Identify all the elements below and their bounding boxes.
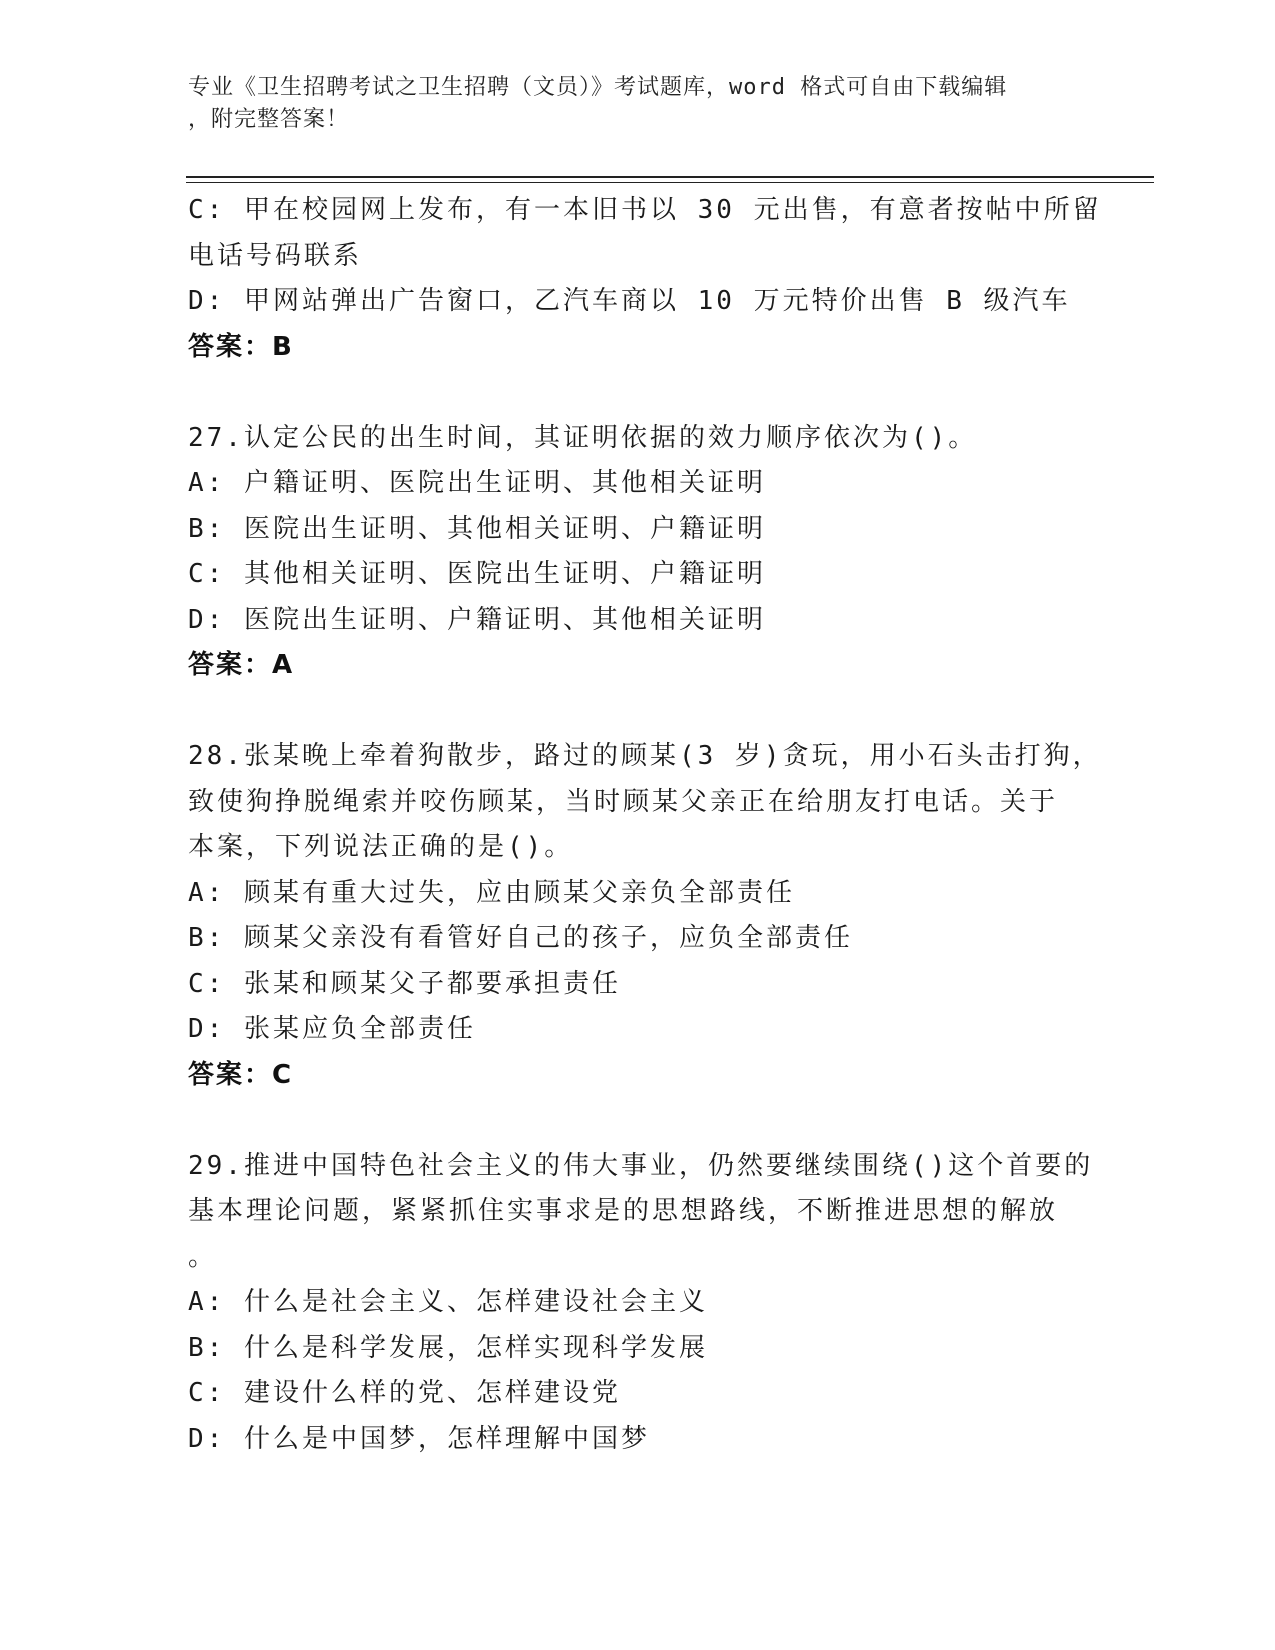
question-26-continued	[188, 188, 1102, 370]
option-a: A: 户籍证明、医院出生证明、其他相关证明	[188, 468, 766, 498]
question-stem-continued: 致使狗挣脱绳索并咬伤顾某，当时顾某父亲正在给朋友打电话。关于	[188, 786, 1059, 817]
question-stem: 29.推进中国特色社会主义的伟大事业，仍然要继续围绕()这个首要的	[188, 1150, 1094, 1181]
header-divider	[186, 176, 1154, 178]
spacer	[188, 370, 1088, 416]
spacer	[188, 1098, 1088, 1144]
question-stem-continued: 本案，下列说法正确的是()。	[188, 832, 574, 862]
question-stem: 28.张某晚上牵着狗散步，路过的顾某(3 岁)贪玩，用小石头击打狗，	[188, 741, 1102, 771]
option-b: B: 医院出生证明、其他相关证明、户籍证明	[188, 513, 766, 544]
option-c: C: 建设什么样的党、怎样建设党	[188, 1378, 621, 1408]
question-stem-continued: 。	[188, 1241, 218, 1272]
answer: 答案：B	[188, 331, 294, 362]
option-d: D: 张某应负全部责任	[188, 1014, 476, 1044]
option-a: A: 顾某有重大过失，应由顾某父亲负全部责任	[188, 877, 795, 908]
header-line: ，附完整答案！	[188, 107, 350, 132]
option-c: C: 张某和顾某父子都要承担责任	[188, 968, 621, 999]
answer: 答案：C	[188, 1059, 294, 1090]
header-divider-thin	[186, 182, 1154, 183]
question-29	[188, 1144, 1094, 1463]
question-stem: 27.认定公民的出生时间，其证明依据的效力顺序依次为()。	[188, 422, 978, 453]
spacer	[188, 689, 1088, 735]
option-b: B: 顾某父亲没有看管好自己的孩子，应负全部责任	[188, 923, 853, 953]
option-c: C: 甲在校园网上发布，有一本旧书以 30 元出售，有意者按帖中所留	[188, 195, 1102, 225]
question-28	[188, 734, 1102, 1098]
option-d: D: 医院出生证明、户籍证明、其他相关证明	[188, 604, 766, 635]
option-a: A: 什么是社会主义、怎样建设社会主义	[188, 1287, 708, 1317]
question-27	[188, 416, 1088, 689]
question-list	[188, 188, 1102, 1462]
option-d: D: 甲网站弹出广告窗口，乙汽车商以 10 万元特价出售 B 级汽车	[188, 286, 1071, 316]
option-c: C: 其他相关证明、医院出生证明、户籍证明	[188, 559, 766, 589]
header-line: 专业《卫生招聘考试之卫生招聘（文员）》考试题库，word 格式可自由下载编辑	[188, 75, 1008, 100]
answer: 答案：A	[188, 650, 295, 680]
option-b: B: 什么是科学发展，怎样实现科学发展	[188, 1332, 708, 1363]
question-stem-continued: 基本理论问题，紧紧抓住实事求是的思想路线，不断推进思想的解放	[188, 1196, 1059, 1226]
option-c-continued: 电话号码联系	[188, 240, 363, 271]
option-d: D: 什么是中国梦，怎样理解中国梦	[188, 1423, 650, 1454]
document-header	[188, 72, 1068, 136]
